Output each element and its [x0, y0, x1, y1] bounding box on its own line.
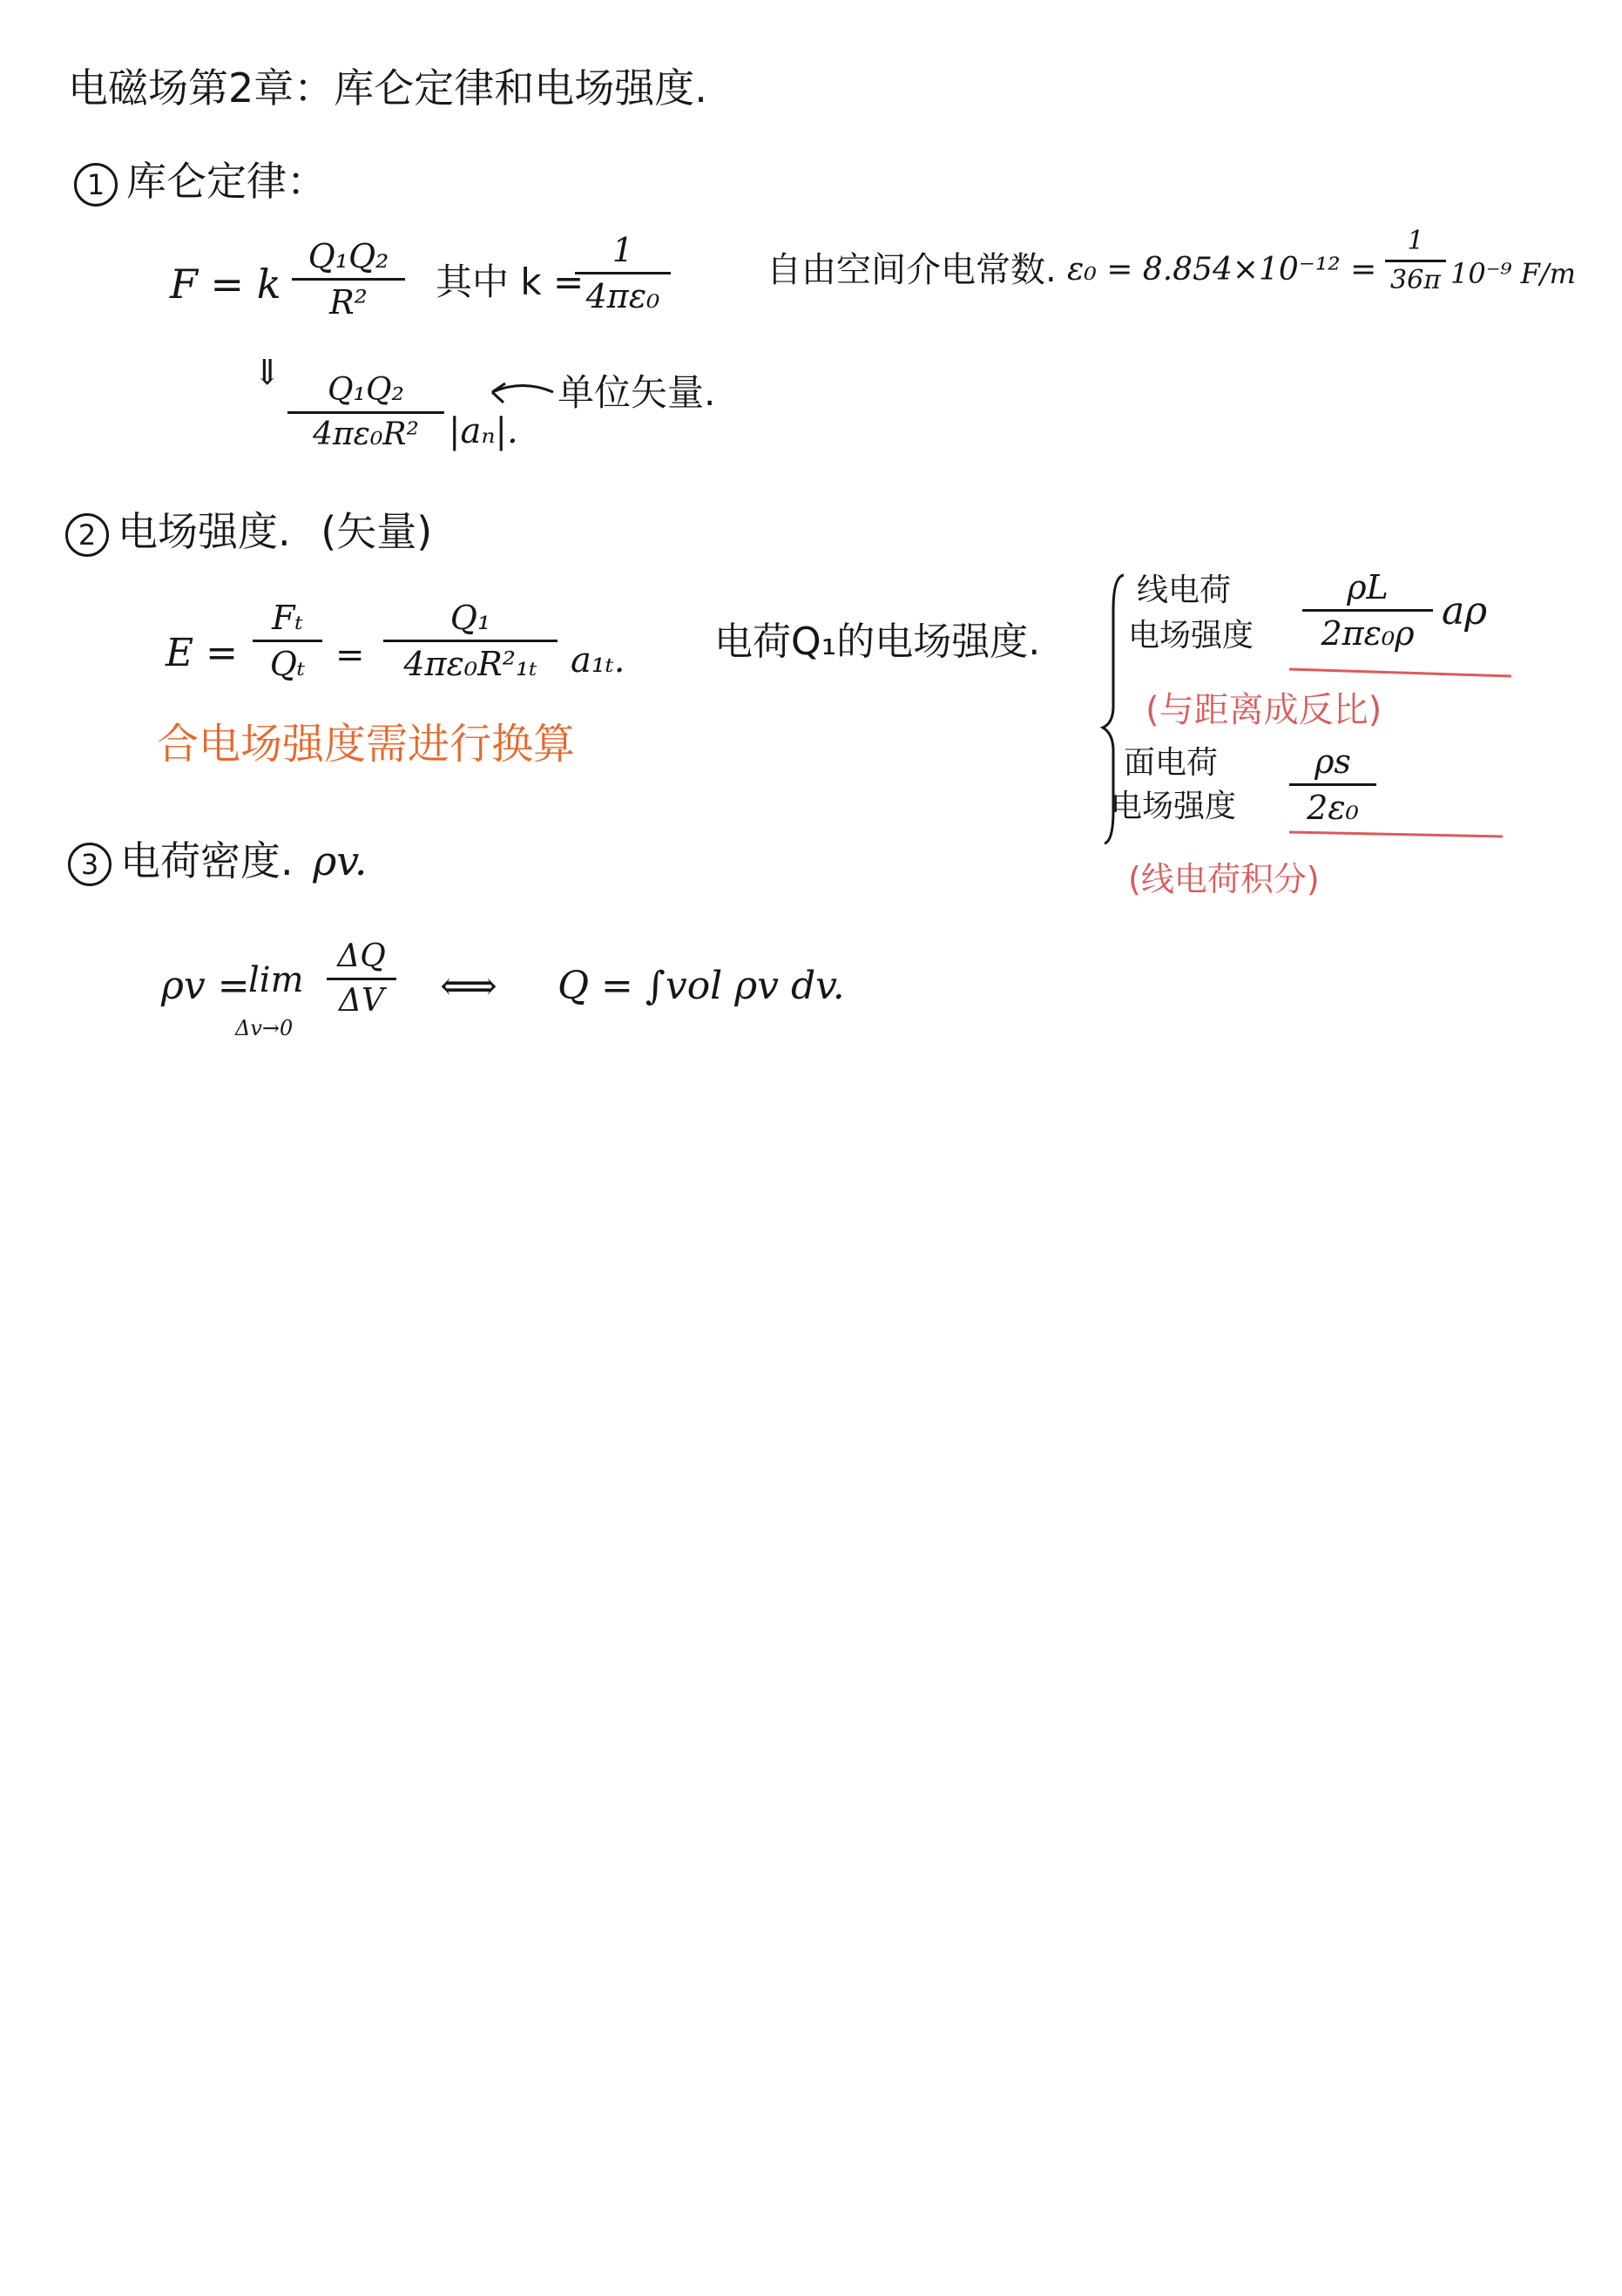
surface-charge-label: 面电荷 — [1124, 745, 1219, 781]
fraction-numerator: 1 — [612, 231, 634, 269]
equivalence-symbol: ⟺ — [440, 962, 497, 1009]
arrow-head — [492, 383, 505, 403]
permittivity-fraction — [1385, 228, 1446, 294]
section-2-heading — [65, 508, 433, 557]
fraction-numerator: ρs — [1314, 742, 1351, 781]
line-charge-note: (与距离成反比) — [1146, 690, 1382, 730]
section-number: 1 — [74, 163, 118, 207]
fraction-denominator: 36π — [1390, 265, 1441, 295]
fraction-bar — [1302, 609, 1433, 612]
section-title: 电荷密度. — [120, 837, 294, 884]
fraction-denominator: 4πε₀R² — [313, 417, 419, 452]
surface-charge-note: (线电荷积分) — [1128, 860, 1320, 898]
density-lhs: ρv = — [161, 964, 250, 1008]
section-3-heading — [68, 837, 368, 886]
fraction-numerator: 1 — [1407, 226, 1424, 256]
section-title: 库仑定律： — [126, 158, 327, 205]
field-lhs: E = — [166, 631, 238, 675]
fraction-bar — [575, 272, 671, 274]
fraction-denominator: 4πε₀R²₁ₜ — [403, 645, 537, 683]
section-number: 3 — [68, 843, 112, 886]
fraction-bar — [327, 978, 396, 980]
fraction-denominator: 2ε₀ — [1307, 789, 1359, 827]
limit-text: lim — [248, 960, 304, 1000]
section-1-heading — [74, 158, 327, 207]
unit-vector-symbol: |aₙ|. — [449, 411, 518, 451]
vector-fraction — [287, 372, 444, 452]
fraction-bar — [292, 278, 405, 281]
red-underline-2 — [1289, 832, 1503, 836]
permittivity-unit: 10⁻⁹ F/m — [1450, 257, 1576, 290]
line-charge-field-label: 电场强度 — [1128, 618, 1254, 654]
surface-charge-field-label: 电场强度 — [1111, 789, 1237, 824]
field-equals: = — [335, 635, 365, 675]
fraction-numerator: Q₁Q₂ — [328, 372, 404, 408]
implies-arrow: ⇓ — [253, 353, 282, 393]
fraction-denominator: R² — [329, 283, 368, 322]
k-fraction — [575, 231, 671, 315]
fraction-numerator: Q₁ — [449, 599, 491, 637]
field-fraction-1 — [253, 601, 322, 681]
k-definition: 其中 k = — [436, 261, 585, 303]
fraction-bar — [1289, 783, 1376, 786]
orange-note: 合电场强度需进行换算 — [157, 720, 576, 769]
fraction-denominator: Qₜ — [269, 645, 306, 683]
field-unit-vector: a₁ₜ. — [571, 640, 625, 681]
fraction-bar — [1385, 260, 1446, 262]
radial-unit-vector: aρ — [1442, 589, 1488, 633]
permittivity-value: ε₀ = 8.854×10⁻¹² = — [1067, 252, 1377, 288]
charge-integral: Q = ∫vol ρv dv. — [558, 964, 845, 1008]
line-charge-label: 线电荷 — [1137, 572, 1232, 608]
fraction-bar — [383, 640, 558, 642]
page-title: 电磁场第2章：库仑定律和电场强度. — [68, 64, 707, 112]
limit-subscript: Δv→0 — [235, 1016, 294, 1040]
force-lhs: F = k — [170, 261, 281, 308]
density-fraction — [327, 938, 396, 1019]
field-fraction-2 — [383, 601, 558, 681]
permittivity-label: 自由空间介电常数. — [767, 250, 1057, 290]
fraction-bar — [287, 411, 444, 414]
fraction-numerator: ΔQ — [337, 938, 386, 974]
fraction-denominator: 2πε₀ρ — [1321, 614, 1415, 653]
section-symbol: ρv. — [313, 837, 368, 884]
section-number: 2 — [65, 513, 109, 557]
fraction-numerator: Fₜ — [272, 599, 303, 637]
line-charge-fraction — [1302, 568, 1433, 653]
fraction-bar — [253, 640, 322, 642]
q1-field-label: 电荷Q₁的电场强度. — [714, 620, 1041, 664]
unit-vector-note: 单位矢量. — [558, 371, 716, 414]
red-underline-1 — [1289, 669, 1511, 676]
surface-charge-fraction — [1289, 742, 1376, 827]
fraction-numerator: Q₁Q₂ — [308, 237, 389, 275]
fraction-denominator: 4πε₀ — [585, 277, 660, 315]
fraction-denominator: ΔV — [339, 983, 384, 1019]
force-fraction — [292, 237, 405, 322]
section-note: (矢量) — [321, 508, 433, 555]
fraction-numerator: ρL — [1347, 568, 1389, 606]
section-title: 电场强度. — [118, 508, 291, 555]
